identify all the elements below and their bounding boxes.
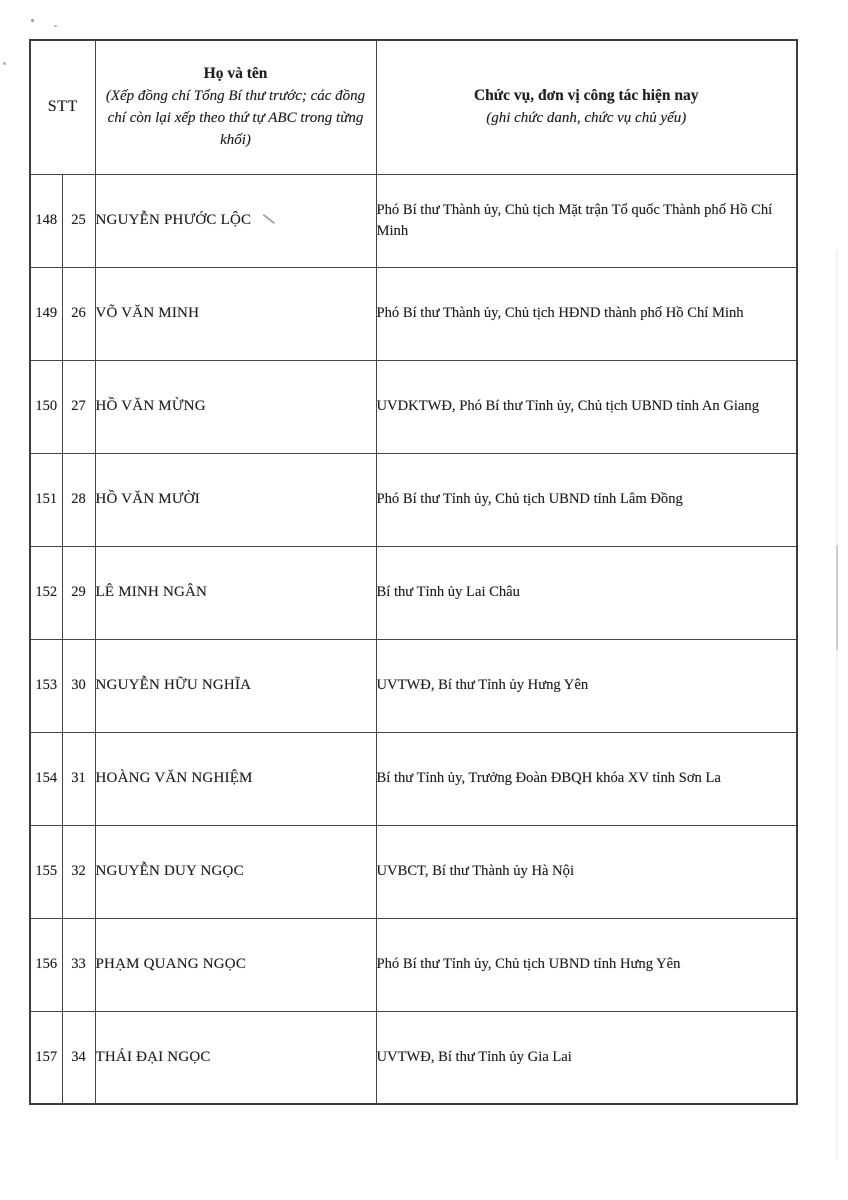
row-sub-number: 25 <box>62 174 95 267</box>
row-name: NGUYỄN PHƯỚC LỘC <box>95 174 376 267</box>
row-stt-number: 148 <box>30 174 62 267</box>
row-stt-number: 153 <box>30 639 62 732</box>
row-stt-number: 156 <box>30 918 62 1011</box>
row-stt-number: 152 <box>30 546 62 639</box>
row-name: NGUYỄN HỮU NGHĨA <box>95 639 376 732</box>
header-name <box>95 40 376 174</box>
row-stt-number: 150 <box>30 360 62 453</box>
table-row <box>30 174 797 267</box>
row-stt-number: 154 <box>30 732 62 825</box>
row-stt-number: 157 <box>30 1011 62 1104</box>
header-position <box>376 40 797 174</box>
row-sub-number: 30 <box>62 639 95 732</box>
header-name-title: Họ và tên <box>203 65 268 83</box>
table-row <box>30 453 797 546</box>
row-position: UVBCT, Bí thư Thành ủy Hà Nội <box>376 825 797 918</box>
table-row <box>30 732 797 825</box>
scan-speck <box>31 19 34 22</box>
table-row <box>30 1011 797 1104</box>
row-sub-number: 34 <box>62 1011 95 1104</box>
table-row <box>30 918 797 1011</box>
table-header <box>30 40 797 174</box>
row-position: UVTWĐ, Bí thư Tỉnh ủy Gia Lai <box>376 1011 797 1104</box>
row-name: PHẠM QUANG NGỌC <box>95 918 376 1011</box>
row-stt-number: 149 <box>30 267 62 360</box>
scan-edge-artifact <box>836 250 838 1160</box>
row-name: HOÀNG VĂN NGHIỆM <box>95 732 376 825</box>
row-name: HỒ VĂN MỪNG <box>95 360 376 453</box>
row-name: VÕ VĂN MINH <box>95 267 376 360</box>
row-position: Phó Bí thư Tỉnh ủy, Chủ tịch UBND tỉnh Lâm Đồng <box>376 453 797 546</box>
row-sub-number: 27 <box>62 360 95 453</box>
row-sub-number: 29 <box>62 546 95 639</box>
table-row <box>30 639 797 732</box>
row-position: Phó Bí thư Thành ủy, Chủ tịch HĐND thành phố Hồ Chí Minh <box>376 267 797 360</box>
table-row <box>30 360 797 453</box>
row-sub-number: 32 <box>62 825 95 918</box>
row-position: UVTWĐ, Bí thư Tỉnh ủy Hưng Yên <box>376 639 797 732</box>
table-row <box>30 825 797 918</box>
header-position-note: (ghi chức danh, chức vụ chủ yếu) <box>486 110 687 127</box>
row-sub-number: 31 <box>62 732 95 825</box>
table-row <box>30 546 797 639</box>
row-position: Bí thư Tỉnh ủy Lai Châu <box>376 546 797 639</box>
row-position: Phó Bí thư Tỉnh ủy, Chủ tịch UBND tỉnh Hưng Yên <box>376 918 797 1011</box>
row-name: THÁI ĐẠI NGỌC <box>95 1011 376 1104</box>
row-sub-number: 28 <box>62 453 95 546</box>
scan-speck <box>54 25 57 27</box>
row-position: Phó Bí thư Thành ủy, Chủ tịch Mặt trận Tổ quốc Thành phố Hồ Chí Minh <box>376 174 797 267</box>
row-position: UVDKTWĐ, Phó Bí thư Tỉnh ủy, Chủ tịch UBND tỉnh An Giang <box>376 360 797 453</box>
row-name: HỒ VĂN MƯỜI <box>95 453 376 546</box>
row-sub-number: 33 <box>62 918 95 1011</box>
header-position-title: Chức vụ, đơn vị công tác hiện nay <box>473 87 699 105</box>
row-name: LÊ MINH NGÂN <box>95 546 376 639</box>
header-stt: STT <box>30 40 95 174</box>
row-name: NGUYỄN DUY NGỌC <box>95 825 376 918</box>
row-stt-number: 151 <box>30 453 62 546</box>
table-body <box>30 174 797 1104</box>
personnel-table <box>29 39 798 1105</box>
row-position: Bí thư Tỉnh ủy, Trưởng Đoàn ĐBQH khóa XV tỉnh Sơn La <box>376 732 797 825</box>
table-row <box>30 267 797 360</box>
scan-speck <box>3 62 6 65</box>
row-stt-number: 155 <box>30 825 62 918</box>
header-name-note: (Xếp đồng chí Tổng Bí thư trước; các đồng chí còn lại xếp theo thứ tự ABC trong từng khối) <box>105 88 366 149</box>
header-row <box>30 40 797 174</box>
row-sub-number: 26 <box>62 267 95 360</box>
